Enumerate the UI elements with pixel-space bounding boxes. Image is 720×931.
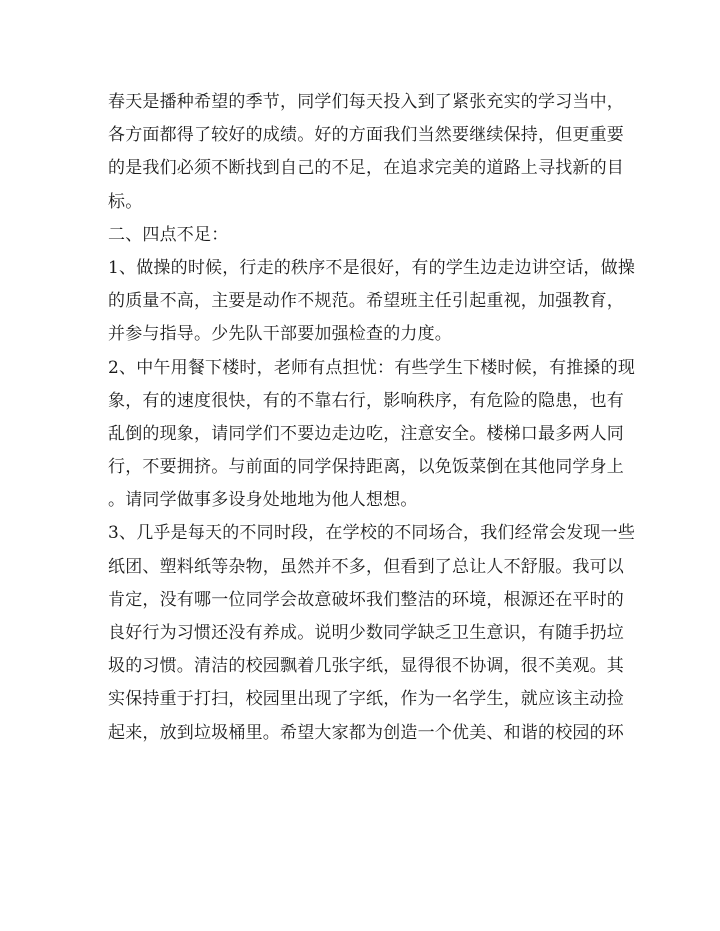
item-1-line-1: 1、做操的时候，行走的秩序不是很好，有的学生边走边讲空话，做操 — [108, 257, 636, 278]
paragraph-intro-line-4: 标。 — [108, 191, 143, 212]
item-1-line-2: 的质量不高，主要是动作不规范。希望班主任引起重视，加强教育， — [108, 291, 624, 312]
item-2-line-4: 行，不要拥挤。与前面的同学保持距离，以免饭菜倒在其他同学身上 — [108, 457, 624, 478]
item-2-line-1: 2、中午用餐下楼时，老师有点担忧：有些学生下楼时候，有推搡的现 — [108, 357, 636, 378]
item-3-line-7: 起来，放到垃圾桶里。希望大家都为创造一个优美、和谐的校园的环 — [108, 722, 624, 743]
item-3-line-1: 3、几乎是每天的不同时段，在学校的不同场合，我们经常会发现一些 — [108, 523, 636, 544]
document-body — [108, 86, 636, 750]
item-2-line-2: 象，有的速度很快，有的不靠右行，影响秩序，有危险的隐患，也有 — [108, 390, 624, 411]
paragraph-intro-line-1: 春天是播种希望的季节，同学们每天投入到了紧张充实的学习当中， — [108, 92, 624, 112]
item-1-line-3: 并参与指导。少先队干部要加强检查的力度。 — [108, 324, 452, 345]
item-3-line-3: 肯定，没有哪一位同学会故意破坏我们整洁的环境，根源还在平时的 — [108, 589, 624, 610]
item-2-line-3: 乱倒的现象，请同学们不要边走边吃，注意安全。楼梯口最多两人同 — [108, 423, 624, 444]
item-3-line-2: 纸团、塑料纸等杂物，虽然并不多，但看到了总让人不舒服。我可以 — [108, 556, 624, 577]
item-3-line-4: 良好行为习惯还没有养成。说明少数同学缺乏卫生意识，有随手扔垃 — [108, 623, 624, 643]
item-2-line-5: 。请同学做事多设身处地地为他人想想。 — [108, 490, 418, 511]
item-3-line-6: 实保持重于打扫，校园里出现了字纸，作为一名学生，就应该主动捡 — [108, 689, 624, 710]
section-heading: 二、四点不足： — [108, 224, 229, 245]
paragraph-intro-line-3: 的是我们必须不断找到自己的不足，在追求完美的道路上寻找新的目 — [108, 158, 624, 179]
item-3-line-5: 圾的习惯。清洁的校园飘着几张字纸，显得很不协调，很不美观。其 — [108, 656, 624, 677]
paragraph-intro-line-2: 各方面都得了较好的成绩。好的方面我们当然要继续保持，但更重要 — [108, 125, 624, 146]
